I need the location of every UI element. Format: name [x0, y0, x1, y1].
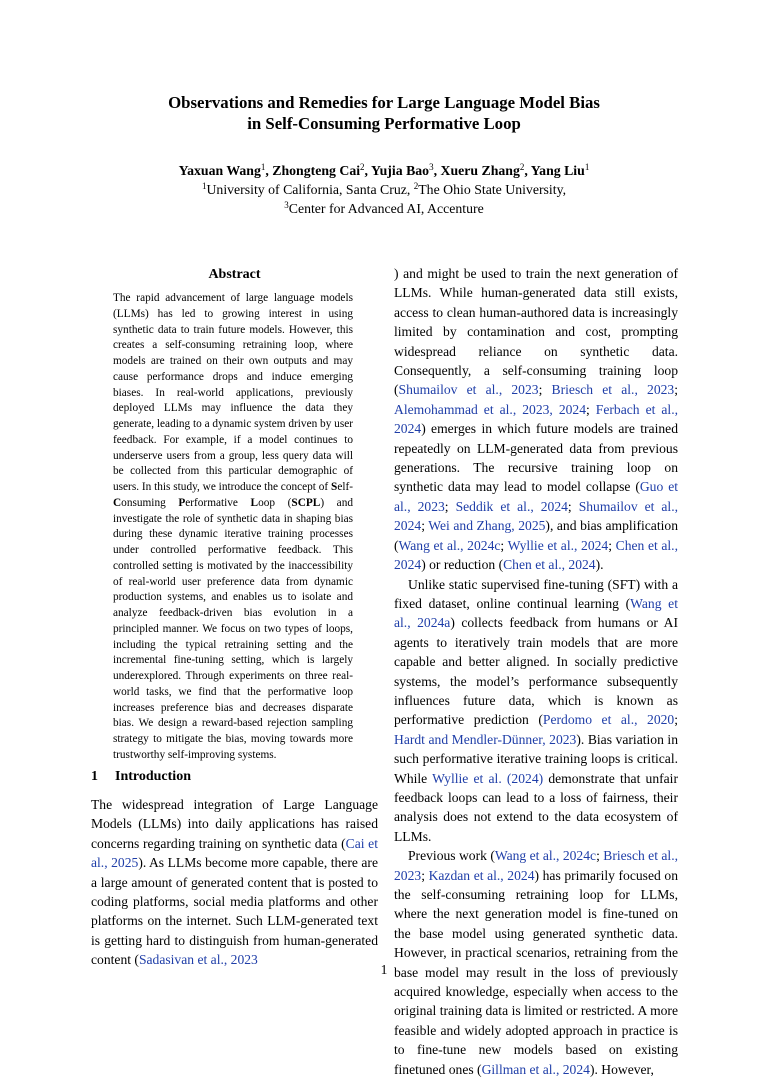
citation-link[interactable]: Briesch et al., 2023	[551, 382, 675, 398]
citation-link[interactable]: Gillman et al., 2024	[481, 1061, 590, 1077]
section-title: Introduction	[115, 769, 191, 784]
author-affil-sup: 3	[429, 162, 434, 172]
body-text: ) collects feedback from humans or AI agents to iteratively train models that are more capable and better aligned. In socially predictive systems, the model’s performance subsequently influences future data, which is known as performative prediction (	[394, 615, 678, 728]
separator: ;	[567, 498, 579, 514]
citation-link[interactable]: Perdomo et al., 2020	[542, 712, 675, 728]
separator: ;	[444, 498, 456, 514]
acronym-letter: S	[331, 481, 338, 493]
abstract-text: oop (	[258, 496, 292, 509]
citation-link[interactable]: Seddik et al., 2024	[455, 498, 568, 514]
separator: ;	[421, 518, 429, 534]
citation-link[interactable]: Wyllie et al. (2024)	[432, 770, 544, 786]
citation-link[interactable]: Cai et al., 2025	[91, 835, 378, 871]
body-text: ), and bias amplification (	[394, 518, 678, 553]
author-name: Yaxuan Wang	[178, 163, 261, 178]
separator: ;	[674, 712, 679, 728]
body-text: ) or reduction (	[421, 557, 504, 573]
citation-link[interactable]: Chen et al., 2024	[503, 557, 596, 573]
citation-link[interactable]: Wang et al., 2024c	[398, 537, 501, 553]
body-text: ). However,	[589, 1061, 654, 1077]
author-affil-sup: 1	[260, 162, 266, 172]
separator: ;	[500, 537, 508, 553]
abstract-text: The rapid advancement of large language models (LLMs) has led to growing interest in using synthetic data to train future models. However, this creates a self-consuming retraining loop, where models are trained on their own outputs and may cause performance drops and induce emerging biases. In real-world applications, previously deployed LLMs may influence the data they generate, leading to a dynamic system driven by user feedback. For example, if a model continues to underserve users from a group, less query data will be collected from this particular demographic of users. In this study, we introduce the concept of	[113, 292, 353, 493]
separator: ;	[421, 867, 429, 883]
body-text: ) and might be used to train the next generation of LLMs. While human-generated data still exists, access to clean human-authored data is increasingly limited by contamination and cost, prompting widespread reliance on synthetic data. Consequently, a self-consuming training loop (	[394, 266, 678, 398]
abstract-text: elf-	[337, 481, 353, 493]
affiliation: Center for Advanced AI, Accenture	[288, 201, 484, 216]
body-text: Unlike static supervised fine-tuning (SFT) with a fixed dataset, online continual learning (	[394, 576, 678, 611]
citation-link[interactable]: Briesch et al., 2023	[394, 848, 678, 883]
citation-link[interactable]: Sadasivan et al., 2023	[138, 952, 258, 968]
body-text: ). As LLMs become more capable, there are a large amount of generated content that is posted to coding platforms, social media platforms and other platforms on the internet. Such LLM-generated text is getting hard to distinguish from human-generated content (	[91, 855, 378, 968]
page-number: 1	[380, 962, 388, 977]
citation-link[interactable]: Hardt and Mendler-Dünner, 2023	[394, 731, 577, 747]
acronym-letter: L	[250, 496, 259, 509]
separator: ;	[596, 848, 604, 864]
body-text: Previous work (	[408, 848, 495, 864]
citation-link[interactable]: Wyllie et al., 2024	[507, 537, 609, 553]
body-text: ). Bias variation in such performative iterative training loops is critical. While	[394, 731, 678, 786]
body-text: demonstrate that unfair feedback loops can lead to a loss of fairness, their analysis does not extend to the data ecosystem of LLMs.	[394, 770, 678, 844]
author-affil-sup: 1	[584, 162, 590, 172]
citation-link[interactable]: Chen et al., 2024	[394, 537, 678, 573]
citation-link[interactable]: Wang et al., 2024a	[394, 595, 678, 631]
author-name: Yujia Bao	[370, 163, 430, 178]
abstract-text: erformative	[185, 496, 251, 509]
separator: ;	[608, 537, 616, 553]
section-heading	[91, 768, 378, 786]
author-name: Xueru Zhang	[440, 163, 520, 178]
title-line-2: in Self-Consuming Performative Loop	[247, 114, 521, 133]
intro-paragraph	[91, 795, 378, 970]
affiliation: University of California, Santa Cruz,	[206, 182, 414, 197]
citation-link[interactable]: Kazdan et al., 2024	[428, 867, 535, 883]
author-name: Zhongteng Cai	[272, 163, 361, 178]
abstract-paragraph	[113, 291, 353, 764]
abstract-body	[113, 291, 353, 764]
title-line-1: Observations and Remedies for Large Language Model Bias	[168, 93, 600, 112]
body-paragraph	[394, 575, 678, 847]
author-block	[0, 161, 768, 218]
acronym: SCPL	[291, 496, 321, 509]
author-affil-sup: 2	[360, 162, 365, 172]
separator: ;	[674, 382, 678, 398]
separator: ;	[538, 382, 552, 398]
affiliation-line-2	[0, 199, 768, 218]
right-column	[394, 264, 678, 1079]
citation-link[interactable]: Shumailov et al., 2024	[394, 498, 679, 534]
body-text: The widespread integration of Large Language Models (LLMs) into daily applications has raised concerns regarding training on synthetic data (	[91, 797, 378, 851]
affil-sup: 1	[201, 181, 207, 191]
affil-sup: 3	[284, 200, 289, 210]
intro-left-column	[91, 795, 378, 970]
citation-link[interactable]: Wang et al., 2024c	[494, 848, 597, 864]
citation-link[interactable]: Alemohammad et al., 2023, 2024	[394, 401, 587, 417]
citation-link[interactable]: Guo et al., 2023	[394, 479, 679, 514]
author-list: Yaxuan Wang$^1$, Zhongteng Cai$^2$, Yujia Bao$^3$, Xueru Zhang$^2$, Yang Liu$^1$	[178, 162, 590, 178]
abstract-text: onsuming	[121, 496, 179, 509]
section-number: 1	[91, 769, 98, 784]
acronym-letter: P	[178, 496, 186, 509]
affiliation-line-1	[0, 180, 768, 199]
abstract-text: ) and investigate the role of synthetic data in shaping bias during these dynamic iterative training processes under controlled performative feedback. This controlled setting is motivated by the inaccessibility of real-world user preference data from dynamic production systems, and enables us to isolate and analyze feedback-driven bias evolution in a principled manner. We focus on two types of loops, including the typical retraining setting and the incremental fine-tuning setting, which is largely underexplored. Through experiments on three real-world tasks, we find that the performative loop increases preference bias and decreases disparate bias. We design a reward-based rejection sampling strategy to mitigate the bias, moving towards more trustworthy self-improving systems.	[113, 496, 353, 761]
citation-link[interactable]: Ferbach et al., 2024	[394, 401, 678, 437]
citation-link[interactable]: Shumailov et al., 2023	[398, 382, 539, 398]
body-text: ) has primarily focused on the self-consuming retraining loop for LLMs, where the next generation model is fine-tuned on the base model using generated synthetic data. However, in practical scenarios, retraining from the base model may result in the loss of previously acquired knowledge, especially when access to the original training data is limited or restricted. A more feasible and widely adopted approach in practice is to fine-tune new models based on existing finetuned ones (	[394, 867, 678, 1077]
acronym-letter: C	[113, 496, 122, 509]
author-name: Yang Liu	[530, 163, 585, 178]
separator: ;	[586, 401, 596, 417]
affil-sup: 2	[413, 181, 419, 191]
abstract-heading: Abstract	[208, 267, 261, 282]
intro-paragraph-continued	[394, 264, 678, 575]
paper-title	[0, 92, 768, 134]
affiliation: The Ohio State University,	[418, 182, 567, 197]
citation-link[interactable]: Wei and Zhang, 2025	[428, 518, 546, 534]
body-text: ).	[595, 557, 604, 573]
author-affil-sup: 2	[519, 162, 525, 172]
body-text: ) emerges in which future models are trained repeatedly on LLM-generated data from previous generations. The recursive training loop on synthetic data may lead to model collapse (	[394, 421, 678, 495]
